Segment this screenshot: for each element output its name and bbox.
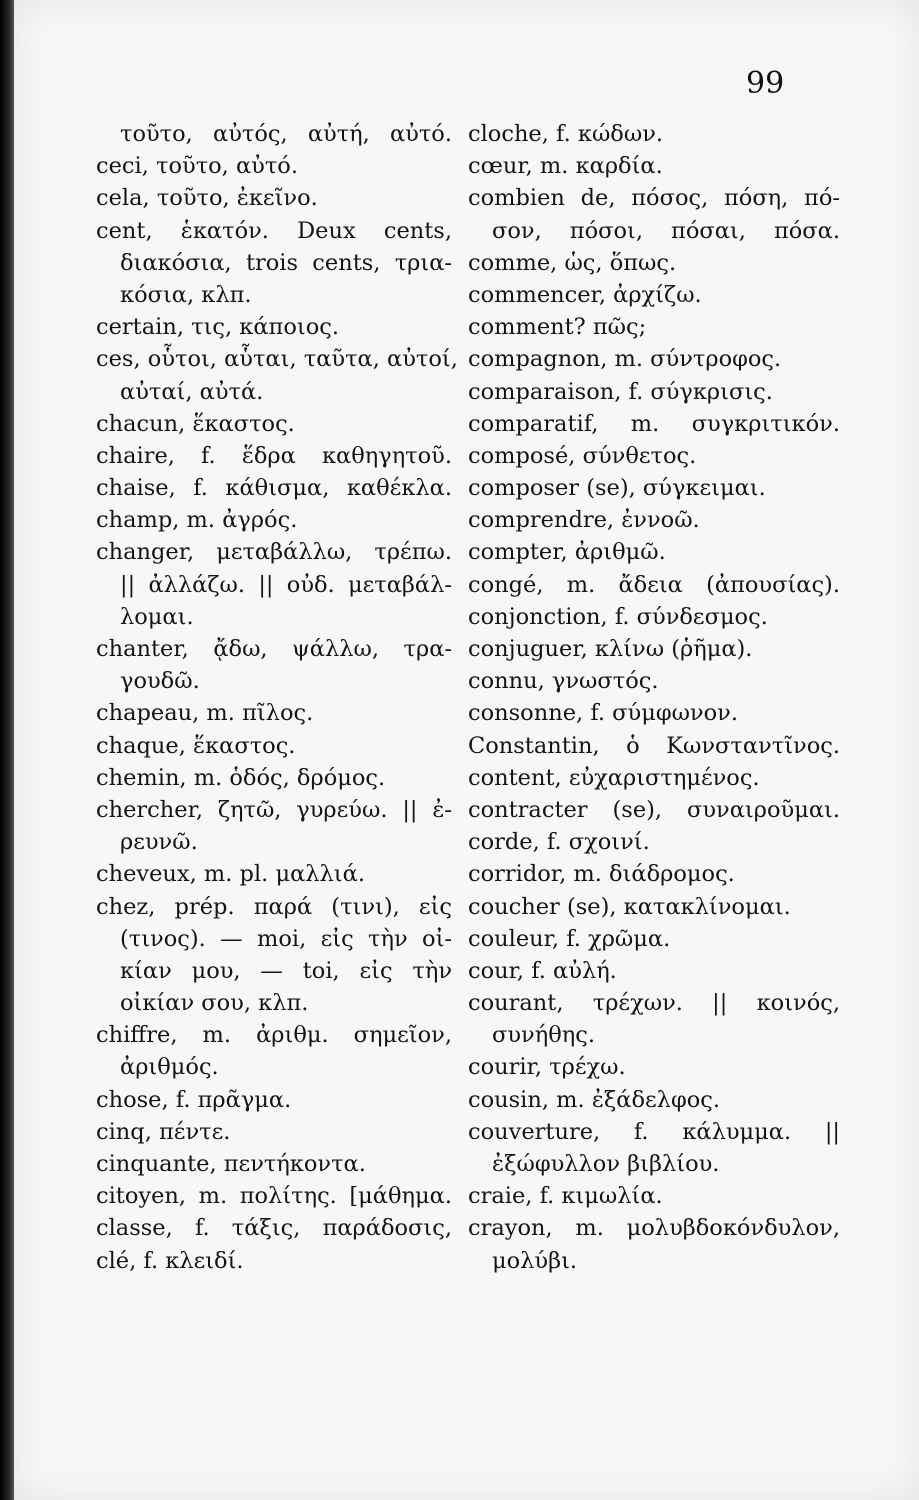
book-page (14, 0, 919, 1500)
dictionary-line: courir, τρέχω. (468, 1054, 626, 1081)
dictionary-line: clé, f. κλειδί. (96, 1247, 244, 1274)
dictionary-line: congé, m. ἄδεια (ἀπουσίας). (468, 571, 840, 598)
dictionary-line: οἰκίαν σου, κλπ. (120, 990, 309, 1017)
dictionary-line: ἐξώφυλλον βιβλίου. (492, 1151, 720, 1177)
dictionary-line: coucher (se), κατακλίνομαι. (468, 893, 791, 920)
dictionary-line: cinquante, πεντήκοντα. (96, 1151, 366, 1177)
dictionary-line: chacun, ἕκαστος. (96, 410, 295, 437)
dictionary-line: chanter, ᾄδω, ψάλλω, τρα- (96, 636, 452, 662)
dictionary-line: couverture, f. κάλυμμα. || (468, 1118, 840, 1145)
dictionary-line: cela, τοῦτο, ἐκεῖνο. (96, 185, 318, 212)
dictionary-line: classe, f. τάξις, παράδοσις, (96, 1215, 452, 1242)
dictionary-line: combien de, πόσος, πόση, πό- (468, 185, 840, 212)
dictionary-line: composé, σύνθετος. (468, 442, 697, 469)
dictionary-line: compter, ἀριθμῶ. (468, 539, 666, 566)
dictionary-line: certain, τις, κάποιος. (96, 314, 340, 341)
dictionary-line: conjonction, f. σύνδεσμος. (468, 603, 768, 630)
dictionary-line: chercher, ζητῶ, γυρεύω. || ἐ- (96, 796, 452, 823)
dictionary-line: cinq, πέντε. (96, 1118, 231, 1145)
dictionary-line: couleur, f. χρῶμα. (468, 925, 671, 952)
dictionary-line: composer (se), σύγκειμαι. (468, 475, 766, 502)
dictionary-line: conjuguer, κλίνω (ῥῆμα). (468, 636, 753, 662)
dictionary-line: ces, οὗτοι, αὗται, ταῦτα, αὐτοί, (96, 346, 458, 373)
dictionary-line: connu, γνωστός. (468, 668, 659, 695)
dictionary-line: σον, πόσοι, πόσαι, πόσα. (492, 217, 840, 244)
dictionary-line: content, εὐχαριστημένος. (468, 764, 760, 791)
dictionary-line: cour, f. αὐλή. (468, 957, 617, 984)
dictionary-line: κίαν μου, — toi, εἰς τὴν (120, 957, 452, 984)
dictionary-line: craie, f. κιμωλία. (468, 1183, 663, 1210)
right-column (468, 118, 840, 1277)
dictionary-line: chapeau, m. πῖλος. (96, 700, 314, 727)
dictionary-line: chemin, m. ὁδός, δρόμος. (96, 764, 386, 791)
dictionary-line: comment? πῶς; (468, 314, 647, 341)
dictionary-line: ἀριθμός. (120, 1054, 219, 1081)
dictionary-line: ρευνῶ. (120, 829, 198, 856)
dictionary-line: commencer, ἀρχίζω. (468, 281, 702, 308)
dictionary-line: comprendre, ἐννοῶ. (468, 507, 700, 534)
dictionary-line: citoyen, m. πολίτης. [μάθημα. (96, 1183, 452, 1210)
dictionary-line: cheveux, m. pl. μαλλιά. (96, 861, 365, 888)
dictionary-line: chaque, ἕκαστος. (96, 732, 296, 759)
left-column (96, 118, 458, 1277)
dictionary-line: corridor, m. διάδρομος. (468, 861, 735, 888)
dictionary-line: courant, τρέχων. || κοινός, (468, 990, 840, 1017)
dictionary-line: corde, f. σχοινί. (468, 829, 650, 856)
dictionary-line: cent, ἑκατόν. Deux cents, (96, 217, 452, 244)
dictionary-line: κόσια, κλπ. (120, 281, 252, 308)
dictionary-line: changer, μεταβάλλω, τρέπω. (96, 539, 452, 566)
book-spine-shadow (0, 0, 14, 1500)
dictionary-line: τοῦτο, αὐτός, αὐτή, αὐτό. (120, 121, 452, 147)
dictionary-line: || ἀλλάζω. || οὐδ. μεταβάλ- (120, 571, 452, 598)
dictionary-line: Constantin, ὁ Κωνσταντῖνος. (468, 732, 840, 759)
dictionary-line: chose, f. πρᾶγμα. (96, 1086, 292, 1113)
dictionary-line: comparatif, m. συγκριτικόν. (468, 410, 840, 437)
page-number: 99 (746, 66, 785, 101)
dictionary-line: chiffre, m. ἀριθμ. σημεῖον, (96, 1022, 452, 1049)
dictionary-line: ceci, τοῦτο, αὐτό. (96, 153, 299, 180)
dictionary-line: διακόσια, trois cents, τρια- (120, 249, 452, 276)
dictionary-line: συνήθης. (492, 1022, 595, 1049)
dictionary-line: chez, prép. παρά (τινι), εἰς (96, 893, 452, 920)
dictionary-line: λομαι. (120, 603, 194, 630)
dictionary-line: compagnon, m. σύντροφος. (468, 346, 782, 373)
dictionary-line: γουδῶ. (120, 668, 200, 695)
dictionary-line: cloche, f. κώδων. (468, 121, 664, 147)
dictionary-line: cœur, m. καρδία. (468, 153, 663, 180)
dictionary-line: chaise, f. κάθισμα, καθέκλα. (96, 475, 452, 502)
dictionary-line: contracter (se), συναιροῦμαι. (468, 796, 840, 823)
dictionary-line: (τινος). — moi, εἰς τὴν οἰ- (120, 925, 452, 952)
dictionary-line: champ, m. ἀγρός. (96, 507, 298, 534)
dictionary-line: comme, ὡς, ὅπως. (468, 249, 677, 276)
dictionary-line: chaire, f. ἕδρα καθηγητοῦ. (96, 442, 452, 469)
dictionary-line: comparaison, f. σύγκρισις. (468, 378, 773, 405)
dictionary-line: cousin, m. ἐξάδελφος. (468, 1086, 720, 1113)
dictionary-line: crayon, m. μολυβδοκόνδυλον, (468, 1215, 840, 1242)
dictionary-line: μολύβι. (492, 1247, 578, 1274)
dictionary-line: consonne, f. σύμφωνον. (468, 700, 738, 727)
dictionary-line: αὐταί, αὐτά. (120, 378, 264, 405)
